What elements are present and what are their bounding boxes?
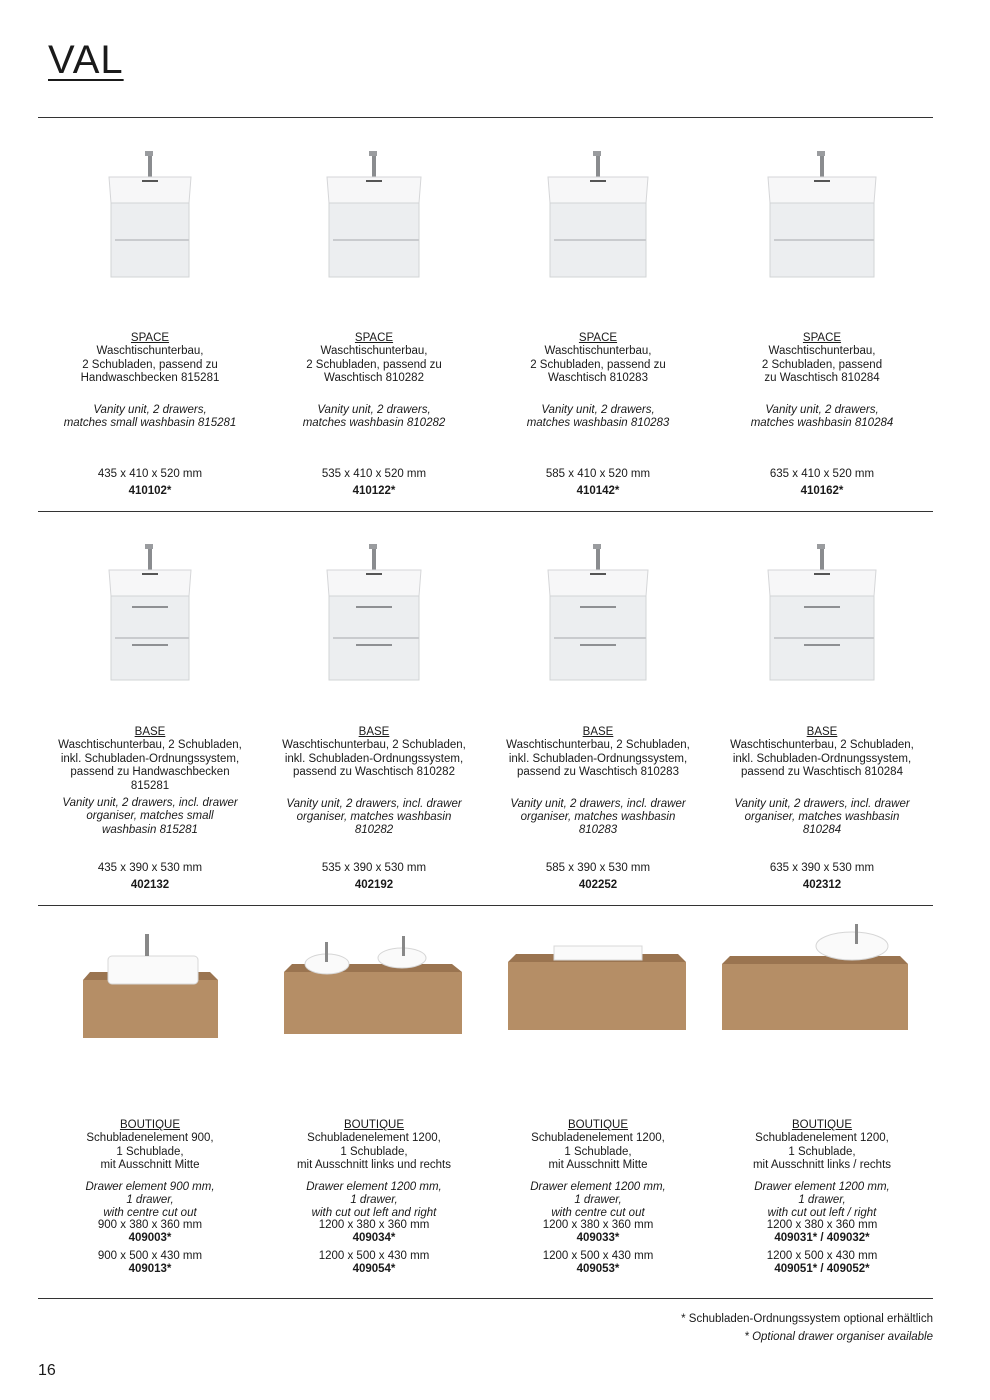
page-number: 16: [38, 1362, 56, 1379]
product-name: BOUTIQUE: [567, 1119, 629, 1131]
description-de-line: passend zu Handwaschbecken: [70, 766, 230, 779]
description-en-line: Drawer element 1200 mm,: [306, 1180, 442, 1193]
description-en-line: Drawer element 1200 mm,: [530, 1180, 666, 1193]
spec-block: [710, 1219, 934, 1277]
article-number: 410122*: [352, 485, 396, 498]
product-image: [262, 518, 486, 704]
description-de-line: Waschtischunterbau, 2 Schubladen,: [730, 739, 914, 752]
description-de-line: Waschtisch 810282: [324, 372, 424, 385]
description-en: [710, 1181, 934, 1221]
description-en-line: organiser, matches washbasin: [520, 811, 676, 824]
page-title: VAL: [48, 38, 124, 82]
description-en-line: Vanity unit, 2 drawers, incl. drawer: [62, 797, 238, 810]
dimensions: 900 x 380 x 360 mm: [97, 1219, 203, 1231]
product-image: [262, 125, 486, 311]
description-en-line: with centre cut out: [551, 1207, 645, 1220]
description-de-line: 2 Schubladen, passend zu: [82, 358, 218, 371]
description-en-line: with cut out left / right: [767, 1207, 877, 1220]
dimensions: 535 x 390 x 530 mm: [321, 862, 427, 874]
spec-block: [262, 1219, 486, 1277]
description-de-line: Waschtisch 810283: [548, 372, 648, 385]
product-name: SPACE: [130, 332, 170, 344]
dimensions: 1200 x 380 x 360 mm: [542, 1219, 654, 1231]
description-de-line: 1 Schublade,: [564, 1145, 632, 1158]
dimensions: 585 x 410 x 520 mm: [545, 468, 651, 480]
article-number: 409051* / 409052*: [774, 1263, 870, 1276]
product-name: BOUTIQUE: [343, 1119, 405, 1131]
description-en-line: 810283: [578, 824, 618, 837]
spec-block: [486, 1219, 710, 1277]
divider-row-2: [38, 905, 933, 906]
description-de-line: mit Ausschnitt links und rechts: [296, 1159, 452, 1172]
product-name: BOUTIQUE: [791, 1119, 853, 1131]
description-en-line: 810282: [354, 824, 394, 837]
description-en: [38, 1181, 262, 1221]
divider-row-3: [38, 1298, 933, 1299]
description-en-line: organiser, matches washbasin: [744, 811, 900, 824]
spec-block: [262, 862, 486, 893]
spec-block: [38, 468, 262, 499]
description-en-line: 1 drawer,: [574, 1194, 622, 1207]
description-en-line: Vanity unit, 2 drawers,: [541, 403, 655, 416]
product-name: BASE: [582, 726, 614, 738]
description-de-line: Schubladenelement 900,: [86, 1132, 214, 1145]
article-number: 410142*: [576, 485, 620, 498]
description-en-line: organiser, matches washbasin: [296, 811, 452, 824]
product-card: [486, 912, 710, 1276]
product-name: SPACE: [802, 332, 842, 344]
description-en-line: with cut out left and right: [311, 1207, 437, 1220]
description-de-line: inkl. Schubladen-Ordnungssystem,: [732, 752, 912, 765]
description-de-line: Waschtischunterbau,: [320, 345, 428, 358]
description-en-line: Vanity unit, 2 drawers, incl. drawer: [286, 797, 462, 810]
description-en: [486, 404, 710, 431]
description-de-line: 1 Schublade,: [340, 1145, 408, 1158]
product-card: [262, 912, 486, 1276]
description-de-line: Waschtischunterbau, 2 Schubladen,: [506, 739, 690, 752]
article-number: 402312: [802, 879, 842, 892]
dimensions: 1200 x 500 x 430 mm: [766, 1249, 878, 1262]
spec-block: [262, 468, 486, 499]
dimensions: 535 x 410 x 520 mm: [321, 468, 427, 480]
description-en: [38, 404, 262, 431]
product-image: [710, 518, 934, 704]
dimensions: 635 x 410 x 520 mm: [769, 468, 875, 480]
product-card: [710, 518, 934, 892]
description-de: [710, 345, 934, 385]
description-en: [486, 798, 710, 838]
article-number: 409003*: [128, 1232, 172, 1245]
spec-block: [486, 862, 710, 893]
description-de-line: inkl. Schubladen-Ordnungssystem,: [60, 752, 240, 765]
description-en: [262, 1181, 486, 1221]
description-de-line: 815281: [130, 779, 170, 792]
description-de-line: mit Ausschnitt Mitte: [100, 1159, 200, 1172]
description-de-line: 2 Schubladen, passend: [761, 358, 883, 371]
product-card: [38, 912, 262, 1276]
description-en-line: Drawer element 1200 mm,: [754, 1180, 890, 1193]
description-de: [486, 739, 710, 779]
description-de: [38, 345, 262, 385]
product-name: SPACE: [578, 332, 618, 344]
description-de-line: passend zu Waschtisch 810284: [741, 766, 903, 779]
product-name: BASE: [806, 726, 838, 738]
description-en: [710, 404, 934, 431]
description-de-line: mit Ausschnitt links / rechts: [752, 1159, 892, 1172]
description-en-line: Drawer element 900 mm,: [85, 1180, 215, 1193]
description-en: [38, 797, 262, 837]
description-de-line: Handwaschbecken 815281: [80, 372, 220, 385]
description-de: [262, 1132, 486, 1172]
divider-top: [38, 117, 933, 118]
description-en-line: 1 drawer,: [350, 1194, 398, 1207]
description-de: [38, 739, 262, 793]
product-card: [486, 125, 710, 498]
spec-block: [38, 1219, 262, 1277]
dimensions: 435 x 410 x 520 mm: [97, 468, 203, 480]
dimensions: 1200 x 380 x 360 mm: [766, 1219, 878, 1231]
description-de-line: Waschtischunterbau, 2 Schubladen,: [58, 739, 242, 752]
article-number: 402192: [354, 879, 394, 892]
description-en-line: Vanity unit, 2 drawers,: [765, 403, 879, 416]
footnote-de: * Schubladen-Ordnungssystem optional erhältlich: [681, 1313, 933, 1325]
description-en-line: 1 drawer,: [126, 1194, 174, 1207]
description-en-line: matches small washbasin 815281: [63, 417, 237, 430]
article-number: 410162*: [800, 485, 844, 498]
description-en-line: Vanity unit, 2 drawers,: [93, 403, 207, 416]
description-de-line: Waschtischunterbau,: [768, 345, 876, 358]
product-card: [262, 125, 486, 498]
product-image: [486, 125, 710, 311]
product-image: [38, 912, 262, 1098]
product-image: [710, 125, 934, 311]
footnote-en: * Optional drawer organiser available: [744, 1331, 933, 1343]
description-en: [486, 1181, 710, 1221]
product-card: [710, 912, 934, 1276]
description-de: [38, 1132, 262, 1172]
product-image: [262, 912, 486, 1098]
product-name: BASE: [358, 726, 390, 738]
divider-row-1: [38, 511, 933, 512]
description-en-line: Vanity unit, 2 drawers,: [317, 403, 431, 416]
description-en-line: 1 drawer,: [798, 1194, 846, 1207]
description-de-line: 2 Schubladen, passend zu: [306, 358, 442, 371]
article-number: 409033*: [576, 1232, 620, 1245]
article-number: 410102*: [128, 485, 172, 498]
description-de: [486, 1132, 710, 1172]
description-de-line: Waschtischunterbau,: [96, 345, 204, 358]
article-number: 409053*: [576, 1263, 620, 1276]
dimensions: 1200 x 500 x 430 mm: [318, 1249, 430, 1262]
description-en-line: 810284: [802, 824, 842, 837]
dimensions: 635 x 390 x 530 mm: [769, 862, 875, 874]
article-number: 409013*: [128, 1263, 172, 1276]
description-de-line: Waschtischunterbau, 2 Schubladen,: [282, 739, 466, 752]
description-en-line: matches washbasin 810283: [526, 417, 670, 430]
description-de-line: passend zu Waschtisch 810283: [517, 766, 679, 779]
description-en-line: with centre cut out: [103, 1207, 197, 1220]
description-de-line: inkl. Schubladen-Ordnungssystem,: [284, 752, 464, 765]
article-number: 402252: [578, 879, 618, 892]
product-image: [710, 912, 934, 1098]
description-en-line: Vanity unit, 2 drawers, incl. drawer: [510, 797, 686, 810]
description-de-line: Waschtischunterbau,: [544, 345, 652, 358]
description-de: [262, 345, 486, 385]
product-name: BASE: [134, 726, 166, 738]
description-de-line: Schubladenelement 1200,: [531, 1132, 665, 1145]
description-de-line: zu Waschtisch 810284: [764, 372, 880, 385]
spec-block: [710, 468, 934, 499]
product-image: [38, 518, 262, 704]
description-en-line: matches washbasin 810282: [302, 417, 446, 430]
product-image: [486, 912, 710, 1098]
description-de: [262, 739, 486, 779]
description-en-line: washbasin 815281: [102, 823, 198, 836]
article-number: 409054*: [352, 1263, 396, 1276]
product-card: [38, 518, 262, 892]
product-card: [38, 125, 262, 498]
dimensions: 900 x 500 x 430 mm: [97, 1249, 203, 1262]
description-de-line: mit Ausschnitt Mitte: [548, 1159, 648, 1172]
description-de-line: Schubladenelement 1200,: [307, 1132, 441, 1145]
product-image: [486, 518, 710, 704]
product-card: [262, 518, 486, 892]
article-number: 402132: [130, 879, 170, 892]
product-card: [486, 518, 710, 892]
spec-block: [38, 862, 262, 893]
dimensions: 585 x 390 x 530 mm: [545, 862, 651, 874]
description-en: [710, 798, 934, 838]
product-name: BOUTIQUE: [119, 1119, 181, 1131]
product-image: [38, 125, 262, 311]
description-de: [486, 345, 710, 385]
description-de-line: 1 Schublade,: [116, 1145, 184, 1158]
description-de: [710, 1132, 934, 1172]
description-de-line: 1 Schublade,: [788, 1145, 856, 1158]
product-card: [710, 125, 934, 498]
product-name: SPACE: [354, 332, 394, 344]
description-de-line: passend zu Waschtisch 810282: [293, 766, 455, 779]
article-number: 409034*: [352, 1232, 396, 1245]
description-de: [710, 739, 934, 779]
description-en: [262, 798, 486, 838]
article-number: 409031* / 409032*: [774, 1232, 870, 1245]
spec-block: [486, 468, 710, 499]
description-de-line: Schubladenelement 1200,: [755, 1132, 889, 1145]
description-en-line: organiser, matches small: [86, 810, 214, 823]
spec-block: [710, 862, 934, 893]
dimensions: 435 x 390 x 530 mm: [97, 862, 203, 874]
description-de-line: inkl. Schubladen-Ordnungssystem,: [508, 752, 688, 765]
description-en-line: Vanity unit, 2 drawers, incl. drawer: [734, 797, 910, 810]
description-de-line: 2 Schubladen, passend zu: [530, 358, 666, 371]
dimensions: 1200 x 500 x 430 mm: [542, 1249, 654, 1262]
description-en-line: matches washbasin 810284: [750, 417, 894, 430]
description-en: [262, 404, 486, 431]
dimensions: 1200 x 380 x 360 mm: [318, 1219, 430, 1231]
